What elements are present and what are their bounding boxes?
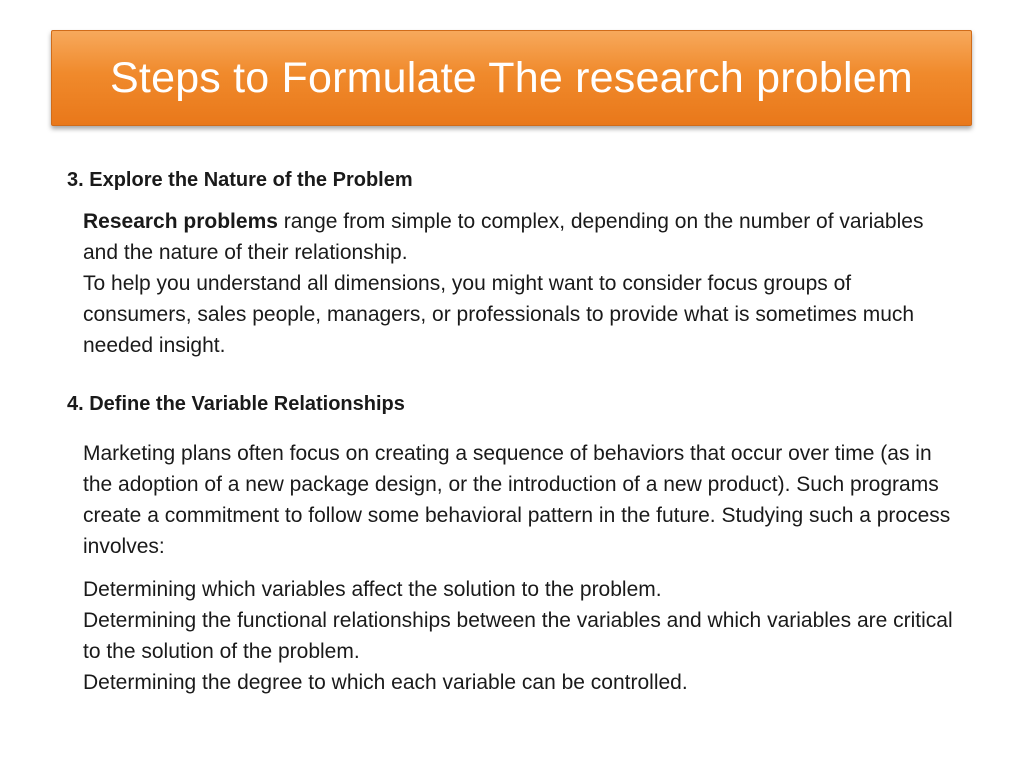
section-3-paragraph-2: To help you understand all dimensions, you might want to consider focus groups of consumers, sales people, managers, or professionals to provide what is sometimes much needed insight. [83,272,915,357]
list-item: Determining which variables affect the solution to the problem. [83,578,662,601]
section-3-body [83,206,963,361]
list-item: Determining the functional relationships between the variables and which variables are critical to the solution of the problem. [83,609,953,663]
section-4-intro [83,438,963,562]
slide-title: Steps to Formulate The research problem [110,53,913,102]
section-4-list [83,574,963,698]
section-3-paragraph-1 [83,206,963,268]
research-problems-term: Research problems [83,210,278,233]
list-item: Determining the degree to which each variable can be controlled. [83,671,688,694]
section-4-heading: 4. Define the Variable Relationships [67,393,405,415]
section-3-heading: 3. Explore the Nature of the Problem [67,169,413,191]
section-3-paragraph-1-rest: range from simple to complex, depending on the number of variables and the nature of their relationship. [83,210,924,264]
section-4-intro-paragraph: Marketing plans often focus on creating a sequence of behaviors that occur over time (as in the adoption of a new package design, or the introduction of a new product). Such programs create a commitment to follow some behavioral pattern in the future. Studying such a process involves: [83,442,951,558]
title-banner [51,30,972,126]
